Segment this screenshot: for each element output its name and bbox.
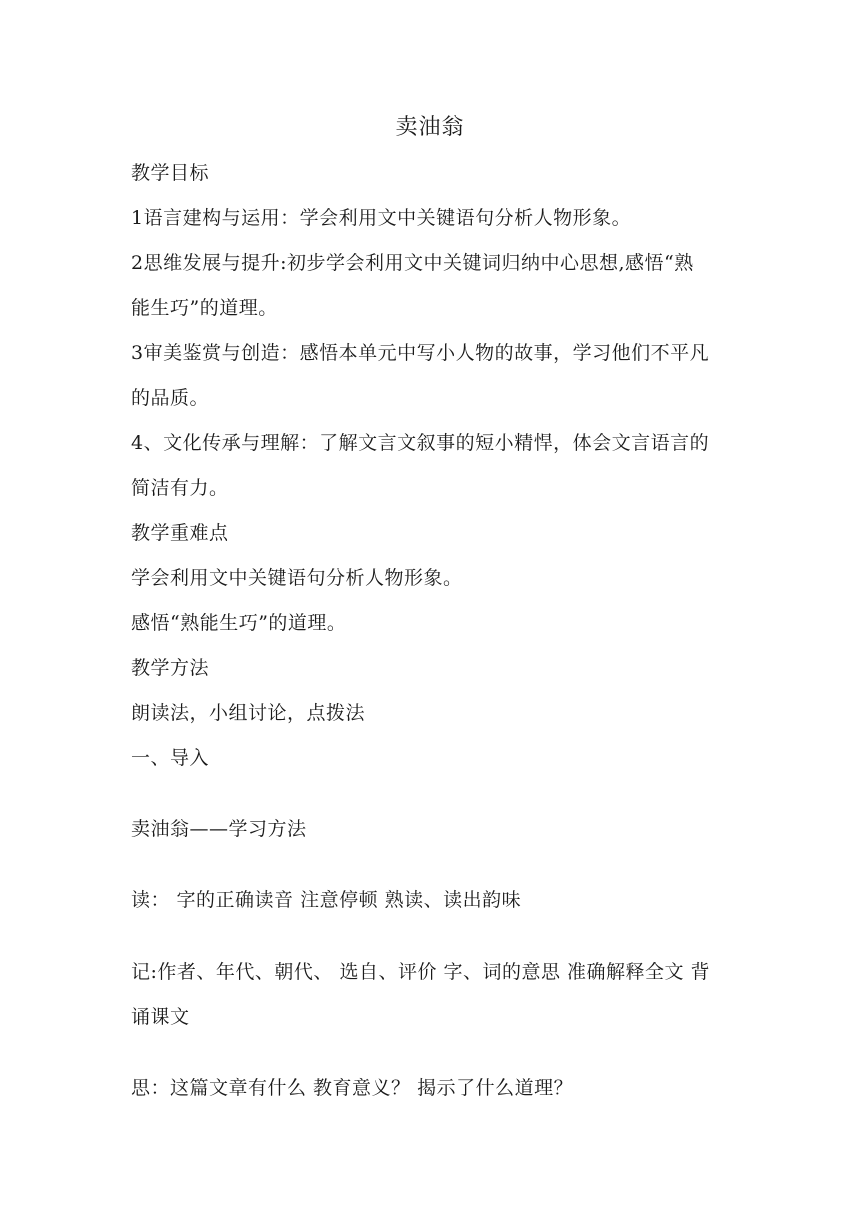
objectives-heading: 教学目标 — [131, 162, 210, 184]
key-point-2: 感悟“熟能生巧”的道理。 — [131, 612, 347, 634]
read-line: 读： 字的正确读音 注意停顿 熟读、读出韵味 — [131, 889, 522, 911]
objective-1: 1语言建构与运用：学会利用文中关键语句分析人物形象。 — [131, 207, 632, 229]
objective-2-line-2: 能生巧”的道理。 — [131, 297, 278, 319]
intro-heading: 一、导入 — [131, 747, 210, 769]
remember-line-1: 记:作者、年代、朝代、 选自、评价 字、词的意思 准确解释全文 背 — [131, 961, 711, 983]
objective-2-line-1: 2思维发展与提升:初步学会利用文中关键词归纳中心思想,感悟“熟 — [131, 252, 694, 274]
key-points-heading: 教学重难点 — [131, 522, 229, 544]
objective-4-line-2: 简洁有力。 — [131, 477, 229, 499]
think-line: 思：这篇文章有什么 教育意义？ 揭示了什么道理？ — [131, 1077, 574, 1099]
study-method-title: 卖油翁——学习方法 — [131, 818, 307, 840]
objective-4-line-1: 4、文化传承与理解：了解文言文叙事的短小精悍，体会文言语言的 — [131, 432, 710, 454]
remember-line-2: 诵课文 — [131, 1006, 190, 1028]
document-title: 卖油翁 — [395, 115, 465, 140]
objective-3-line-1: 3审美鉴赏与创造：感悟本单元中写小人物的故事，学习他们不平凡 — [131, 342, 710, 364]
key-point-1: 学会利用文中关键语句分析人物形象。 — [131, 567, 463, 589]
methods-heading: 教学方法 — [131, 657, 210, 679]
methods-text: 朗读法，小组讨论，点拨法 — [131, 702, 366, 724]
objective-3-line-2: 的品质。 — [131, 387, 210, 409]
